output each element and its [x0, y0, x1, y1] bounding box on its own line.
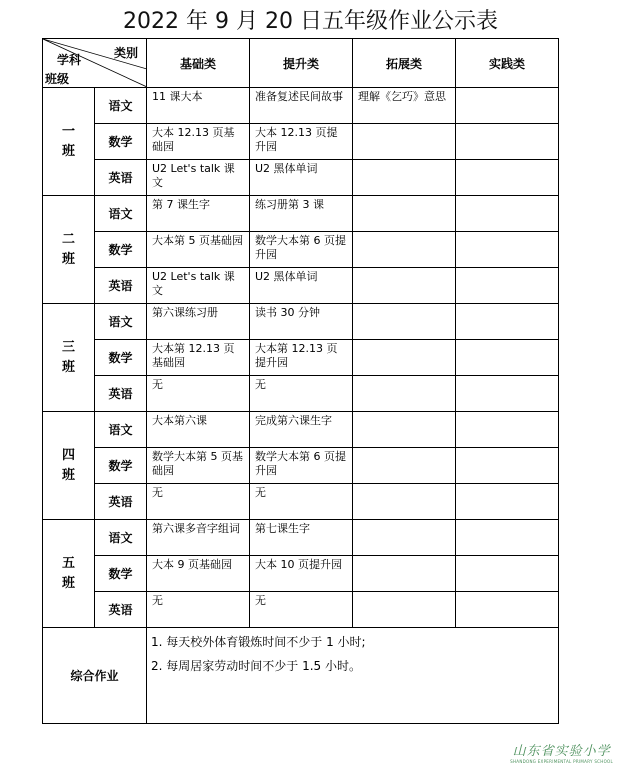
homework-cell-extended: 理解《乞巧》意思: [353, 88, 456, 124]
homework-cell-advanced: 大本 12.13 页提升园: [250, 124, 353, 160]
homework-cell-advanced: 数学大本第 6 页提升园: [250, 448, 353, 484]
column-header-extended: 拓展类: [353, 39, 456, 88]
homework-cell-extended: [353, 160, 456, 196]
table-row: [43, 484, 559, 520]
subject-cell: 英语: [95, 592, 147, 628]
homework-cell-practice: [456, 412, 559, 448]
class-name-line2: 班: [61, 575, 75, 591]
class-name-line2: 班: [61, 467, 75, 483]
page-title: 2022 年 9 月 20 日五年级作业公示表: [123, 9, 498, 34]
subject-cell: 数学: [95, 124, 147, 160]
class-name-line1: 四: [61, 447, 75, 463]
homework-cell-practice: [456, 340, 559, 376]
school-logo: [510, 740, 613, 764]
homework-cell-extended: [353, 196, 456, 232]
homework-cell-advanced: 完成第六课生字: [250, 412, 353, 448]
homework-cell-practice: [456, 376, 559, 412]
homework-cell-advanced: 无: [250, 484, 353, 520]
homework-cell-practice: [456, 160, 559, 196]
comprehensive-item: 1. 每天校外体育锻炼时间不少于 1 小时;: [151, 635, 366, 649]
homework-cell-basic: 大本第 5 页基础园: [147, 232, 250, 268]
homework-cell-advanced: 大本第 12.13 页提升园: [250, 340, 353, 376]
class-name-line1: 五: [61, 555, 75, 571]
subject-cell: 语文: [95, 520, 147, 556]
subject-cell: 语文: [95, 196, 147, 232]
homework-cell-basic: U2 Let's talk 课文: [147, 160, 250, 196]
homework-cell-extended: [353, 412, 456, 448]
homework-cell-basic: 大本 12.13 页基础园: [147, 124, 250, 160]
homework-cell-advanced: 数学大本第 6 页提升园: [250, 232, 353, 268]
homework-cell-basic: 大本 9 页基础园: [147, 556, 250, 592]
homework-cell-advanced: 第七课生字: [250, 520, 353, 556]
class-name-line2: 班: [61, 359, 75, 375]
homework-cell-basic: 数学大本第 5 页基础园: [147, 448, 250, 484]
homework-cell-basic: 第六课多音字组词: [147, 520, 250, 556]
table-row: [43, 376, 559, 412]
table-row: [43, 88, 559, 124]
table-row: [43, 268, 559, 304]
homework-cell-practice: [456, 556, 559, 592]
homework-cell-practice: [456, 232, 559, 268]
homework-cell-extended: [353, 484, 456, 520]
class-name-cell: [43, 88, 95, 196]
header-corner-cell: [43, 39, 147, 88]
class-name-cell: [43, 196, 95, 304]
column-header-practice: 实践类: [456, 39, 559, 88]
homework-cell-extended: [353, 124, 456, 160]
homework-cell-basic: 无: [147, 484, 250, 520]
school-logo-name: 山东省实验小学: [512, 744, 611, 759]
comprehensive-label: 综合作业: [43, 628, 147, 724]
table-row: [43, 340, 559, 376]
homework-cell-advanced: 准备复述民间故事: [250, 88, 353, 124]
corner-category-label: 类别: [113, 46, 138, 60]
homework-cell-basic: 11 课大本: [147, 88, 250, 124]
table-row: [43, 448, 559, 484]
subject-cell: 语文: [95, 412, 147, 448]
class-name-line1: 一: [61, 123, 75, 139]
homework-cell-extended: [353, 232, 456, 268]
homework-cell-extended: [353, 556, 456, 592]
class-name-line1: 二: [61, 231, 75, 247]
homework-cell-basic: 无: [147, 376, 250, 412]
comprehensive-content: [147, 628, 559, 724]
column-header-advanced: 提升类: [250, 39, 353, 88]
homework-cell-advanced: 读书 30 分钟: [250, 304, 353, 340]
homework-cell-extended: [353, 268, 456, 304]
subject-cell: 英语: [95, 484, 147, 520]
homework-cell-practice: [456, 196, 559, 232]
homework-cell-extended: [353, 448, 456, 484]
homework-cell-practice: [456, 448, 559, 484]
homework-cell-basic: 大本第六课: [147, 412, 250, 448]
subject-cell: 数学: [95, 448, 147, 484]
homework-cell-practice: [456, 592, 559, 628]
class-name-line2: 班: [61, 251, 75, 267]
class-name-cell: [43, 412, 95, 520]
homework-cell-advanced: 无: [250, 376, 353, 412]
homework-cell-extended: [353, 592, 456, 628]
table-row: [43, 556, 559, 592]
homework-cell-practice: [456, 124, 559, 160]
class-name-line1: 三: [61, 339, 75, 355]
homework-cell-basic: 第 7 课生字: [147, 196, 250, 232]
table-row: [43, 232, 559, 268]
subject-cell: 英语: [95, 268, 147, 304]
subject-cell: 语文: [95, 304, 147, 340]
homework-cell-extended: [353, 304, 456, 340]
corner-class-label: 班级: [45, 72, 70, 86]
homework-cell-advanced: 大本 10 页提升园: [250, 556, 353, 592]
subject-cell: 语文: [95, 88, 147, 124]
subject-cell: 数学: [95, 232, 147, 268]
class-name-line2: 班: [61, 143, 75, 159]
subject-cell: 数学: [95, 556, 147, 592]
homework-cell-practice: [456, 268, 559, 304]
homework-cell-advanced: 练习册第 3 课: [250, 196, 353, 232]
class-name-cell: [43, 520, 95, 628]
subject-cell: 数学: [95, 340, 147, 376]
table-row: [43, 304, 559, 340]
homework-cell-practice: [456, 520, 559, 556]
homework-cell-practice: [456, 484, 559, 520]
corner-subject-label: 学科: [57, 53, 82, 67]
table-row: [43, 520, 559, 556]
table-row: [43, 592, 559, 628]
homework-cell-advanced: 无: [250, 592, 353, 628]
column-header-basic: 基础类: [147, 39, 250, 88]
homework-cell-practice: [456, 88, 559, 124]
homework-cell-basic: 无: [147, 592, 250, 628]
school-logo-english: SHANDONG EXPERIMENTAL PRIMARY SCHOOL: [510, 759, 613, 764]
table-row: [43, 160, 559, 196]
homework-cell-basic: 第六课练习册: [147, 304, 250, 340]
comprehensive-row: [43, 628, 559, 724]
homework-table: [42, 38, 559, 724]
table-row: [43, 124, 559, 160]
homework-cell-extended: [353, 520, 456, 556]
table-row: [43, 196, 559, 232]
homework-cell-basic: U2 Let's talk 课文: [147, 268, 250, 304]
subject-cell: 英语: [95, 376, 147, 412]
homework-cell-extended: [353, 376, 456, 412]
class-name-cell: [43, 304, 95, 412]
homework-cell-basic: 大本第 12.13 页基础园: [147, 340, 250, 376]
subject-cell: 英语: [95, 160, 147, 196]
homework-cell-advanced: U2 黑体单词: [250, 268, 353, 304]
homework-cell-advanced: U2 黑体单词: [250, 160, 353, 196]
table-row: [43, 412, 559, 448]
homework-cell-practice: [456, 304, 559, 340]
homework-cell-extended: [353, 340, 456, 376]
comprehensive-item: 2. 每周居家劳动时间不少于 1.5 小时。: [151, 659, 361, 673]
